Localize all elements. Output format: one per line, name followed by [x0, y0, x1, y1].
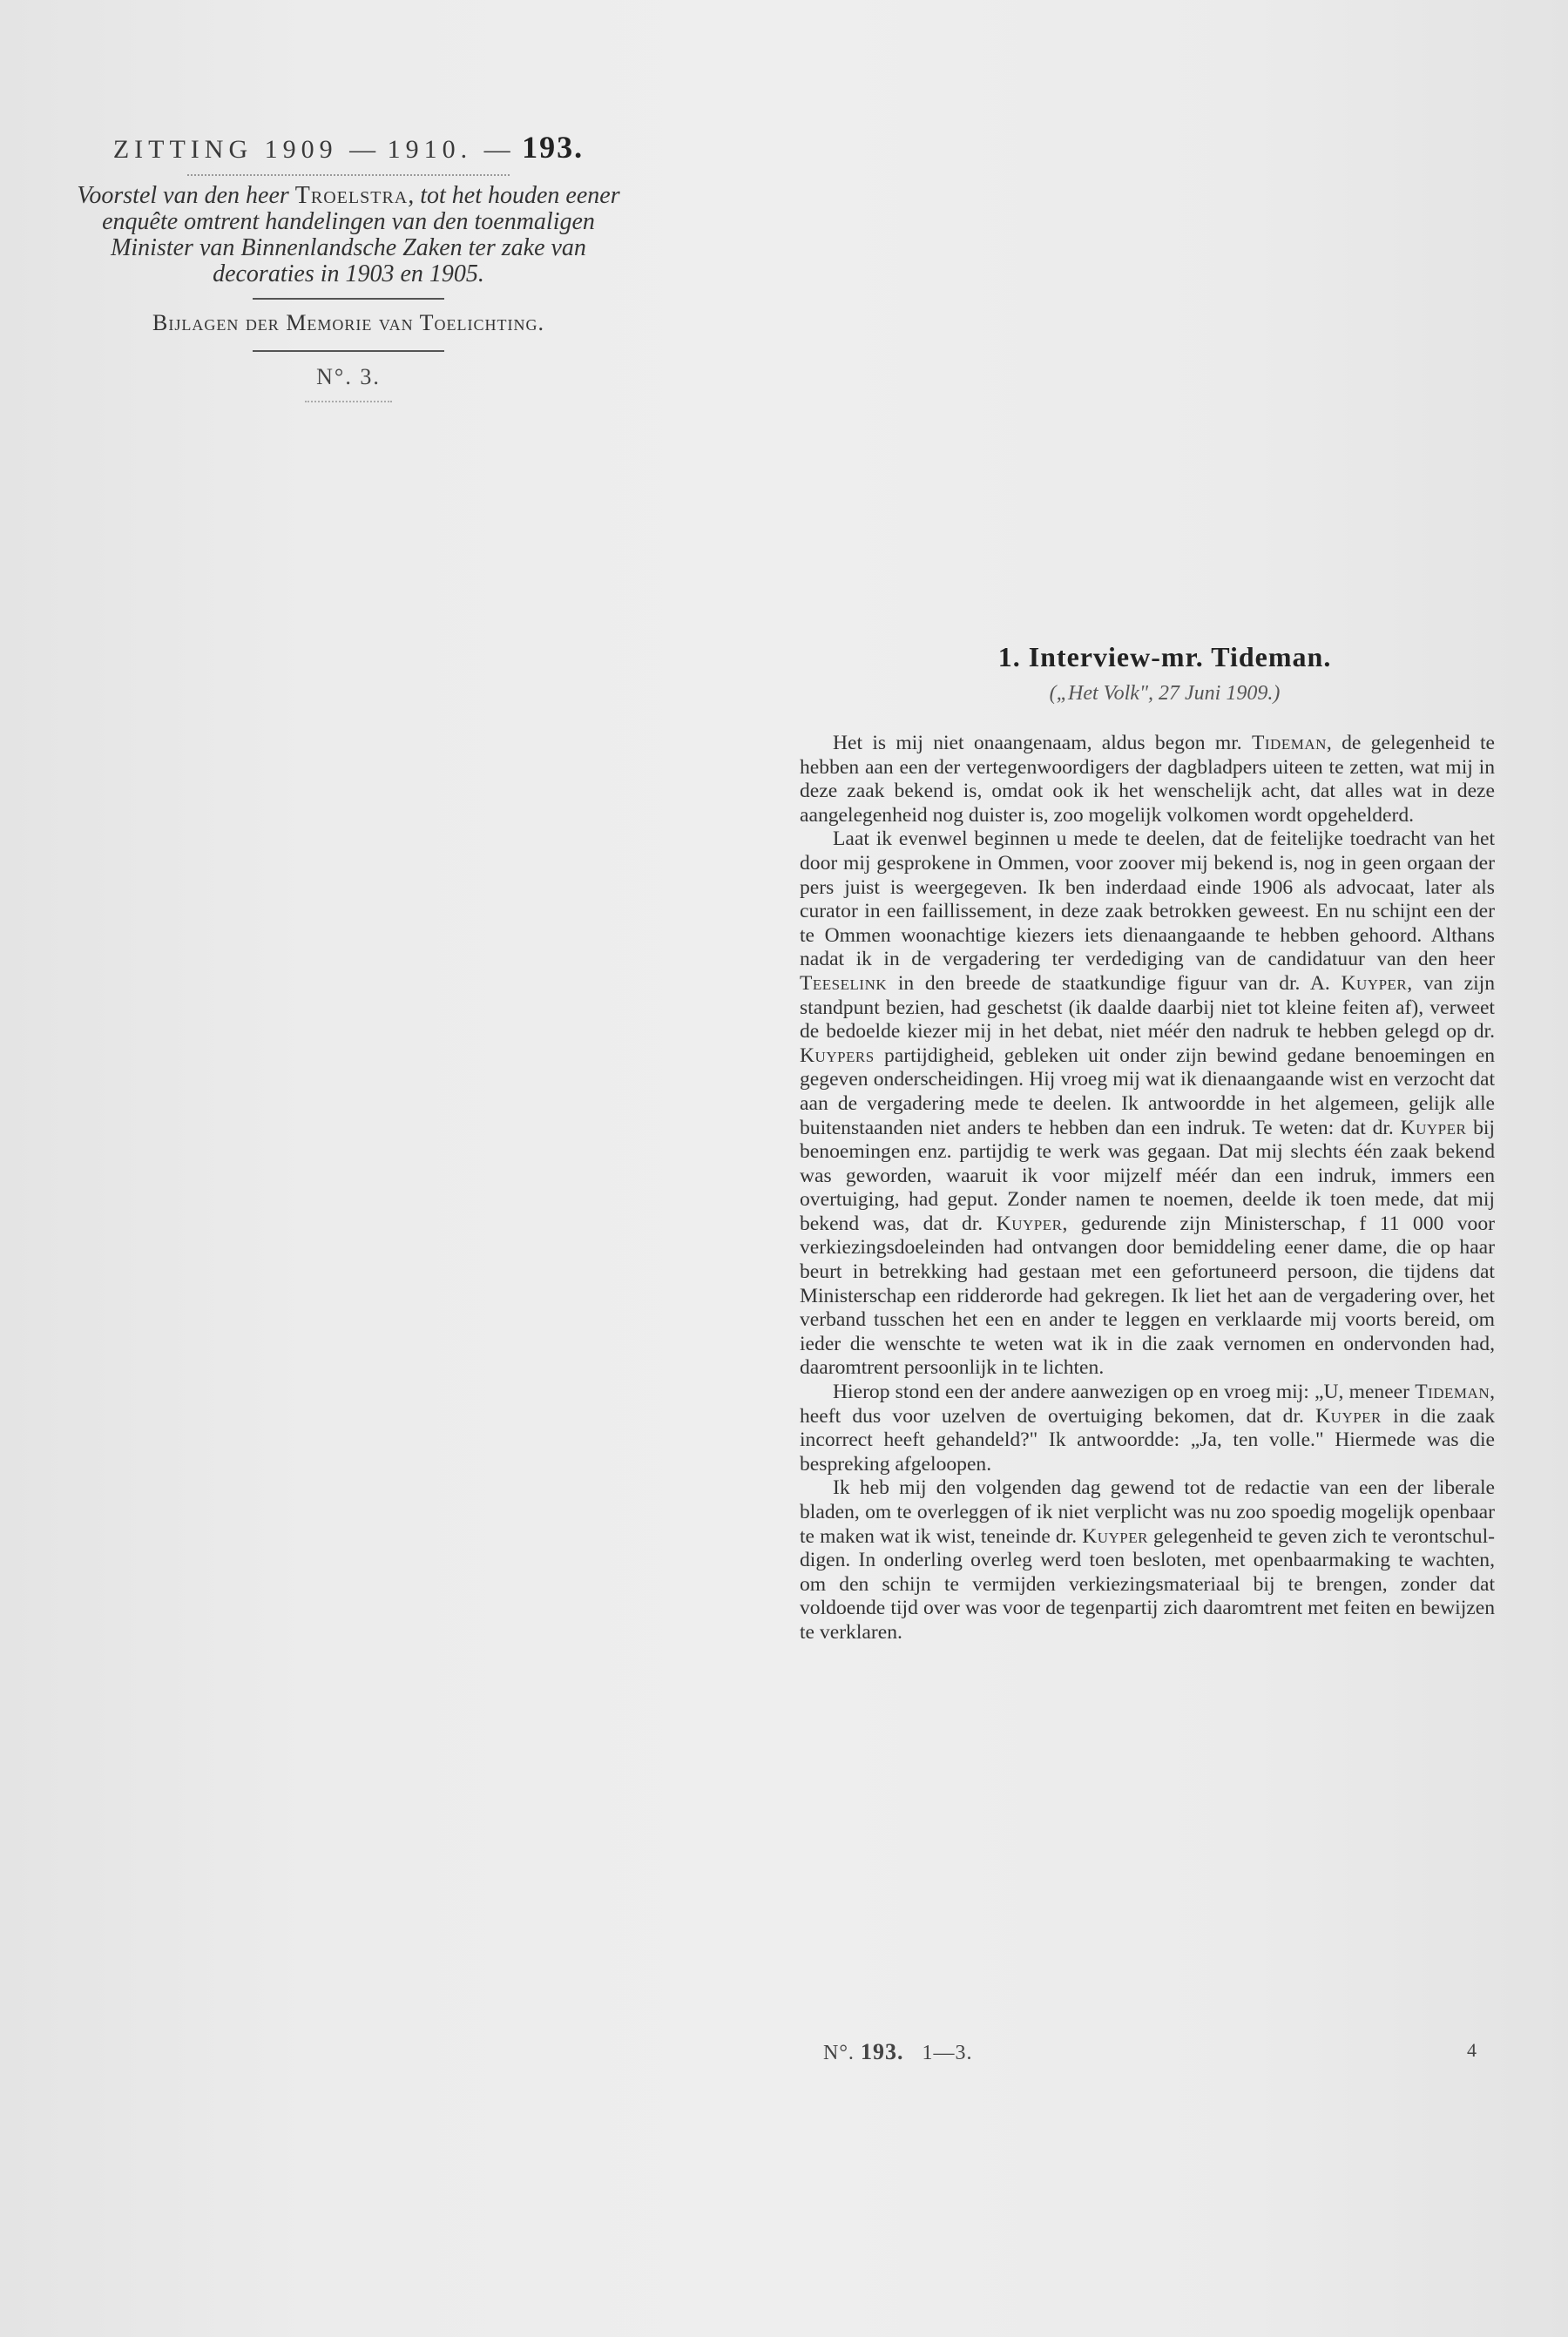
paragraph-text: gelegenheid te geven zich te verontschuldigen. In onderling overleg werd toen besloten, met openbaarmaking te wachten, om den schijn te vermijden verkiezingsmateriaal bij te brengen, zonder dat voldoende tijd over was voor de tegenpartij zich daaromtrent met feiten en bewijzen te verklaren.	[800, 1524, 1495, 1644]
article-paragraph	[800, 1381, 1495, 1476]
dotted-divider	[187, 174, 510, 176]
paragraph-text: bij benoemingen enz. partijdig te werk was gegaan. Dat mij slechts één zaak bekend was geworden, waaruit ik voor mijzelf méér dan een indruk, immers een overtuiging, had geput. Zonder namen te noemen, deelde ik toen mede, dat mij bekend was, dat dr.	[800, 1116, 1495, 1235]
proposal-name: Troelstra	[294, 182, 409, 209]
divider	[253, 350, 444, 352]
footer-range: 1—3.	[922, 2042, 973, 2064]
divider	[253, 298, 444, 300]
paragraph-text: , heeft dus voor uzelven de overtuiging bekomen, dat dr.	[800, 1381, 1495, 1428]
annex-number: N°. 3.	[316, 364, 381, 389]
article	[800, 641, 1495, 1645]
paragraph-text: , gedurende zijn Ministerschap, f 11 000 voor verkiezingsdoeleinden had ontvangen door bemiddeling eener dame, die op haar beurt in betrekking had gestaan met een gefortuneerd persoon, die tijdens dat Ministerschap een ridderorde had gekregen. Ik liet het aan de vergadering over, het verband tusschen het een en ander te leggen en verklaarde mij voorts bereid, om ieder die wenschte te weten wat ik in die zaak vernomen en ondervonden had, daaromtrent persoonlijk in te lichten.	[800, 1212, 1496, 1380]
paragraph-text: in die zaak incorrect heeft gehandeld?" Ik antwoordde: „Ja, ten volle." Hiermede was die bespreking afgeloopen.	[800, 1404, 1495, 1476]
paragraph-text: Laat ik evenwel beginnen u mede te deelen, dat de feitelijke toedracht van het door mij gesprokene in Ommen, voor zoover mij bekend is, nog in geen orgaan der pers juist is weergegeven. Ik ben inderdaad einde 1906 als advocaat, later als curator in een faillissement, in deze zaak betrokken geweest. En nu schijnt een der te Ommen woonachtige kiezers iets dienaangaande te hebben gehoord. Althans nadat ik in de vergadering ter verdediging van de candidatuur van den heer	[800, 827, 1495, 971]
paragraph-text: Ik heb mij den volgenden dag gewend tot de redactie van een der liberale bladen, om te overleggen of ik niet verplicht was nu zoo spoedig mogelijk openbaar te maken wat ik wist, teneinde dr.	[800, 1476, 1495, 1548]
person-name: Teeselink	[800, 971, 888, 995]
footer-prefix: N°.	[823, 2042, 855, 2064]
dotted-divider	[305, 401, 392, 402]
paragraph-text: partijdigheid, gebleken uit onder zijn bewind gedane benoemingen en gegeven onderscheidingen. Hij vroeg mij wat ik dienaangaande wist en verzocht dat aan de vergadering mede te deelen. Ik antwoordde in het algemeen, gelijk alle buitenstaanden niet anders te hebben dan een indruk. Te weten: dat dr.	[800, 1044, 1495, 1139]
session-year-end: 1910.	[387, 135, 473, 164]
paragraph-text: in den breede de staatkundige figuur van dr. A.	[887, 971, 1342, 995]
person-name: Tideman	[1251, 732, 1327, 754]
article-paragraph	[800, 1476, 1495, 1645]
footer-number: 193.	[860, 2039, 904, 2064]
person-name: Kuyper	[1315, 1404, 1382, 1428]
article-paragraph	[800, 732, 1495, 827]
person-name: Tideman	[1415, 1381, 1490, 1404]
person-name: Kuyper	[1400, 1116, 1467, 1139]
person-name: Kuypers	[800, 1044, 875, 1067]
paragraph-text: , van zijn standpunt bezien, had geschetst (ik daalde daarbij niet tot kleine feiten af), verweet de bedoelde kiezer mij in het debat, niet méér den nadruk te hebben gelegd op dr.	[800, 971, 1495, 1044]
paragraph-text: Het is mij niet onaangenaam, aldus begon mr.	[833, 732, 1252, 754]
session-dash: —	[349, 135, 376, 164]
session-label: ZITTING 1909	[112, 135, 338, 164]
page-footer	[823, 2039, 1477, 2070]
article-title: 1. Interview-mr. Tideman.	[997, 641, 1332, 672]
person-name: Kuyper	[1341, 971, 1408, 995]
paragraph-text: , de gelegenheid te hebben aan een der vertegenwoordigers der dagbladpers uiteen te zetten, wat mij in deze zaak bekend is, omdat ook ik het wenschelijk acht, dat alles wat in deze aangelegenheid nog duister is, zoo mogelijk volkomen wordt opgehelderd.	[800, 732, 1495, 827]
article-body	[800, 732, 1495, 1645]
proposal-post: , tot het houden eener enquête omtrent handelingen van den toenmaligen Minister van Binnenlandsche Zaken ter zake van decoraties in 1903 en 1905.	[102, 182, 620, 287]
article-paragraph	[800, 827, 1495, 1381]
proposal-pre: Voorstel van den heer	[77, 182, 289, 209]
session-line	[52, 129, 645, 165]
document-number: 193.	[522, 130, 585, 165]
person-name: Kuyper	[1082, 1524, 1148, 1548]
document-header	[52, 129, 645, 413]
page-number: 4	[1467, 2039, 1477, 2061]
person-name: Kuyper	[996, 1212, 1063, 1235]
proposal-title	[70, 183, 627, 287]
session-separator: —	[483, 135, 510, 164]
article-source: („Het Volk", 27 Juni 1909.)	[1049, 682, 1281, 705]
paragraph-text: Hierop stond een der andere aanwezigen op en vroeg mij: „U, meneer	[833, 1381, 1416, 1404]
footer-reference	[823, 2039, 972, 2065]
annex-title: Bijlagen der Memorie van Toelichting.	[152, 310, 544, 335]
